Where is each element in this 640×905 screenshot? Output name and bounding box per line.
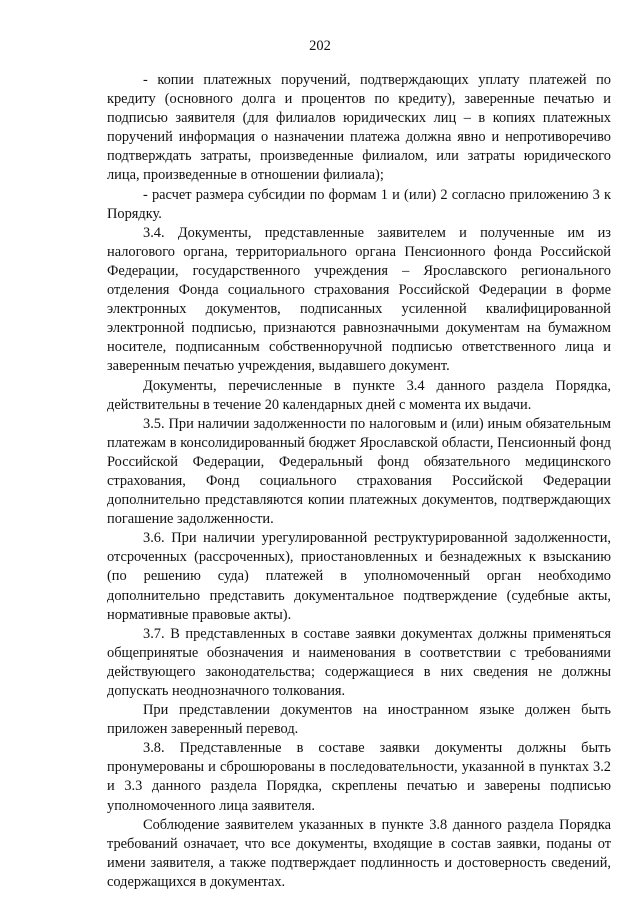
paragraph-3-7: 3.7. В представленных в составе заявки документах должны применяться общепринятые обозначения и наименования в соответствии с требованиями действующего законодательства; содержащиеся в них сведения не должны допускать неоднозначного толкования. (107, 625, 611, 699)
paragraph-3-5: 3.5. При наличии задолженности по налоговым и (или) иным обязательным платежам в консолидированный бюджет Ярославской области, Пенсионный фонд Российской Федерации, Федеральный фонд обязательного медицинского страхования, Фонд социального страхования Российской Федерации дополнительно представляются копии платежных документов, подтверждающих погашение задолженности. (107, 415, 611, 528)
paragraph-payment-orders: - копии платежных поручений, подтверждающих уплату платежей по кредиту (основного долга и процентов по кредиту), заверенные печатью и подписью заявителя (для филиалов юридических лиц – в копиях платежных поручений информация о назначении платежа должна явно и непротиворечиво подтверждать затраты, произведенные филиалом, или затраты юридического лица, произведенные в отношении филиала); (107, 72, 611, 184)
paragraph-translation: При представлении документов на иностранном языке должен быть приложен заверенный перевод. (107, 702, 611, 738)
paragraph-subsidy-calculation: - расчет размера субсидии по формам 1 и (или) 2 согласно приложению 3 к Порядку. (107, 186, 611, 222)
paragraph-3-4: 3.4. Документы, представленные заявителем и полученные им из налогового органа, территориального органа Пенсионного фонда Российской Федерации, государственного учреждения – Ярославского регионального отделения Фонда социального страхования Российской Федерации в форме электронных документов, подписанных усиленной квалифицированной электронной подписью, признаются равнозначными документам на бумажном носителе, подписанным собственноручной подписью ответственного лица и заверенным печатью учреждения, выдавшего документ. (107, 224, 611, 375)
paragraph-validity: Документы, перечисленные в пункте 3.4 данного раздела Порядка, действительны в течение 20 календарных дней с момента их выдачи. (107, 377, 611, 413)
paragraph-compliance: Соблюдение заявителем указанных в пункте 3.8 данного раздела Порядка требований означает, что все документы, входящие в состав заявки, поданы от имени заявителя, а также подтверждает подлинность и достоверность сведений, содержащихся в документах. (107, 816, 611, 890)
page-number: 202 (309, 38, 331, 54)
paragraph-3-6: 3.6. При наличии урегулированной реструктурированной задолженности, отсроченных (рассроченных), приостановленных и безнадежных к взысканию (по решению суда) платежей в уполномоченный орган необходимо дополнительно представить документальное подтверждение (судебные акты, нормативные правовые акты). (107, 530, 611, 623)
paragraph-3-8: 3.8. Представленные в составе заявки документы должны быть пронумерованы и сброшюрованы в последовательности, указанной в пунктах 3.2 и 3.3 данного раздела Порядка, скреплены печатью и заверены подписью уполномоченного лица заявителя. (107, 740, 611, 814)
document-body (107, 71, 611, 892)
